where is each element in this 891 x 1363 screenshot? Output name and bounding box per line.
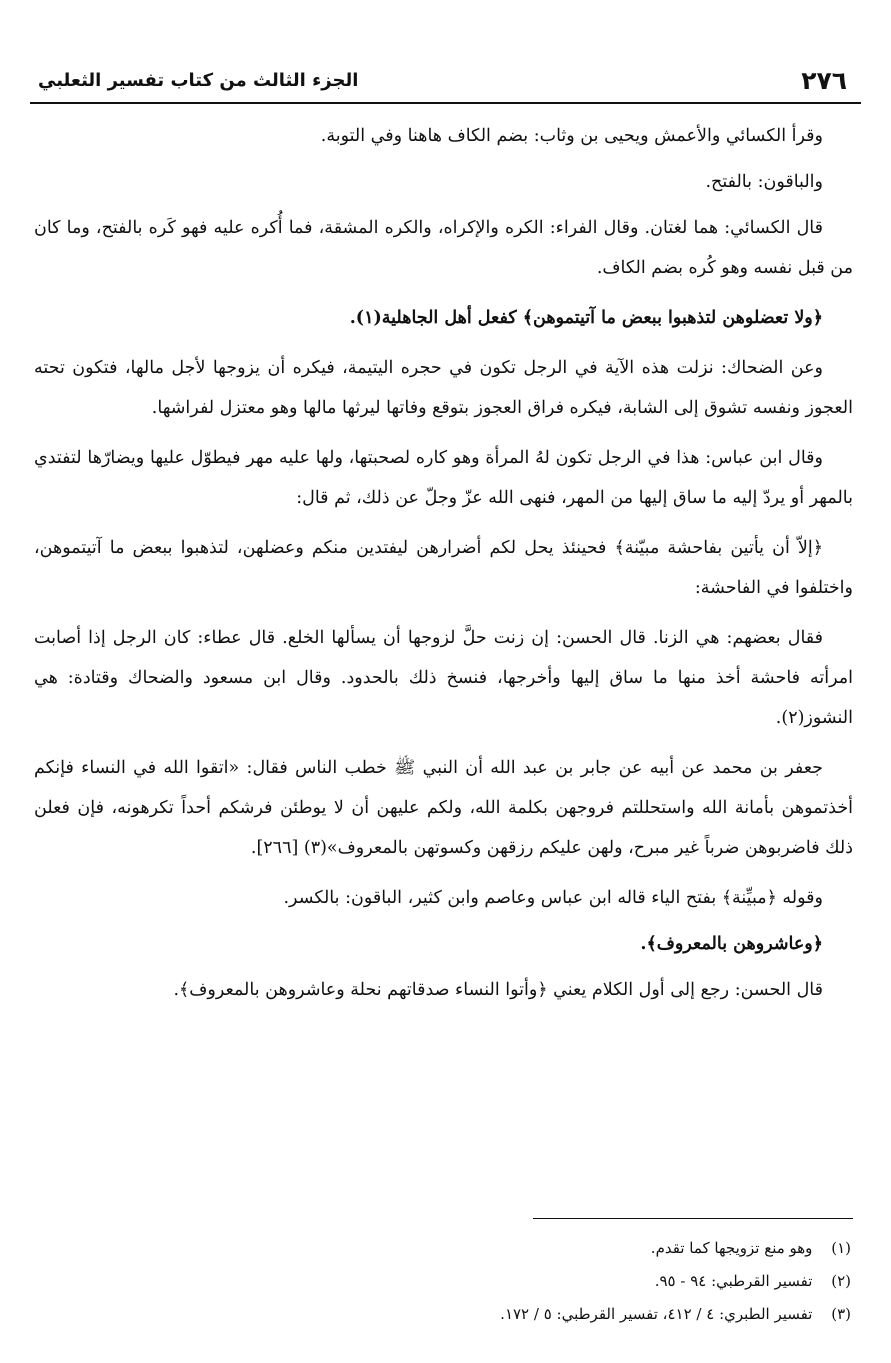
paragraph: فقال بعضهم: هي الزنا. قال الحسن: إن زنت حلَّ لزوجها أن يسألها الخلع. قال عطاء: كان الرجل إذا أصابت امرأته فاحشة أخذ منها ما ساق إليها وأخرجها، فنسخ ذلك بالحدود. وقال ابن مسعود والضحاك وقتادة: هي النشوز(٢). xyxy=(34,628,853,728)
quran-verse-paragraph: ﴿ولا تعضلوهن لتذهبوا ببعض ما آتيتموهن﴾ كفعل أهل الجاهلية(١). xyxy=(349,308,823,328)
quran-verse-paragraph: ﴿وعاشروهن بالمعروف﴾. xyxy=(640,934,823,954)
paragraph: وعن الضحاك: نزلت هذه الآية في الرجل تكون في حجره اليتيمة، فيكره أن يزوجها لأجل مالها، فتكون تحته العجوز ونفسه تشوق إلى الشابة، فيكره فراق العجوز بتوقع وفاتها ليرثها مالها وهو معتزل لفراشها. xyxy=(34,358,853,418)
footnote-text: تفسير الطبري: ٤ / ٤١٢، تفسير القرطبي: ٥ / ١٧٢. xyxy=(500,1305,813,1323)
page-header xyxy=(30,62,861,104)
footnote-number: (١) xyxy=(831,1239,851,1257)
footnote xyxy=(34,1298,851,1331)
footnotes xyxy=(34,1232,851,1331)
paragraph: وقوله ﴿مبيِّنة﴾ بفتح الياء قاله ابن عباس وعاصم وابن كثير، الباقون: بالكسر. xyxy=(283,888,823,908)
hadith-paragraph: جعفر بن محمد عن أبيه عن جابر بن عبد الله أن النبي ﷺ خطب الناس فقال: «اتقوا الله في النساء فإنكم أخذتموهن بأمانة الله واستحللتم فروجهن بكلمة الله، ولكم عليهن أن لا يوطئن فرشكم أحداً تكرهونه، فإن فعلن ذلك فاضربوهن ضرباً غير مبرح، ولهن عليكم رزقهن وكسوتهن بالمعروف»(٣) [٢٦٦]. xyxy=(34,758,853,858)
running-title: الجزء الثالث من كتاب تفسير الثعلبي xyxy=(38,70,359,91)
footnote xyxy=(34,1232,851,1265)
main-text xyxy=(34,116,853,1020)
paragraph: قال الحسن: رجع إلى أول الكلام يعني ﴿وأتوا النساء صدقاتهم نحلة وعاشروهن بالمعروف﴾. xyxy=(173,980,823,1000)
paragraph: والباقون: بالفتح. xyxy=(705,172,823,192)
footnote-number: (٢) xyxy=(831,1272,851,1290)
paragraph: وقرأ الكسائي والأعمش ويحيى بن وثاب: بضم الكاف هاهنا وفي التوبة. xyxy=(320,126,823,146)
paragraph: قال الكسائي: هما لغتان. وقال الفراء: الكره والإكراه، والكره المشقة، فما أُكره عليه فهو كَره بالفتح، وما كان من قبل نفسه وهو كُره بضم الكاف. xyxy=(34,218,853,278)
footnote-number: (٣) xyxy=(831,1305,851,1323)
page-number: ٢٧٦ xyxy=(801,66,847,95)
paragraph: وقال ابن عباس: هذا في الرجل تكون لهُ المرأة وهو كاره لصحبتها، ولها عليه مهر فيطوّل عليها ويضارّها لتفتدي بالمهر أو يردّ إليه ما ساق إليها من المهر، فنهى الله عزّ وجلّ عن ذلك، ثم قال: xyxy=(34,448,853,508)
footnote-text: تفسير القرطبي: ٩٤ - ٩٥. xyxy=(654,1272,813,1290)
footnote-text: وهو منع تزويجها كما تقدم. xyxy=(650,1239,813,1257)
paragraph: ﴿إلاّ أن يأتين بفاحشة مبيّنة﴾ فحينئذ يحل لكم أضرارهن ليفتدين منكم وعضلهن، لتذهبوا ببعض ما آتيتموهن، واختلفوا في الفاحشة: xyxy=(34,538,853,598)
footnote-divider xyxy=(533,1218,853,1219)
footnote xyxy=(34,1265,851,1298)
